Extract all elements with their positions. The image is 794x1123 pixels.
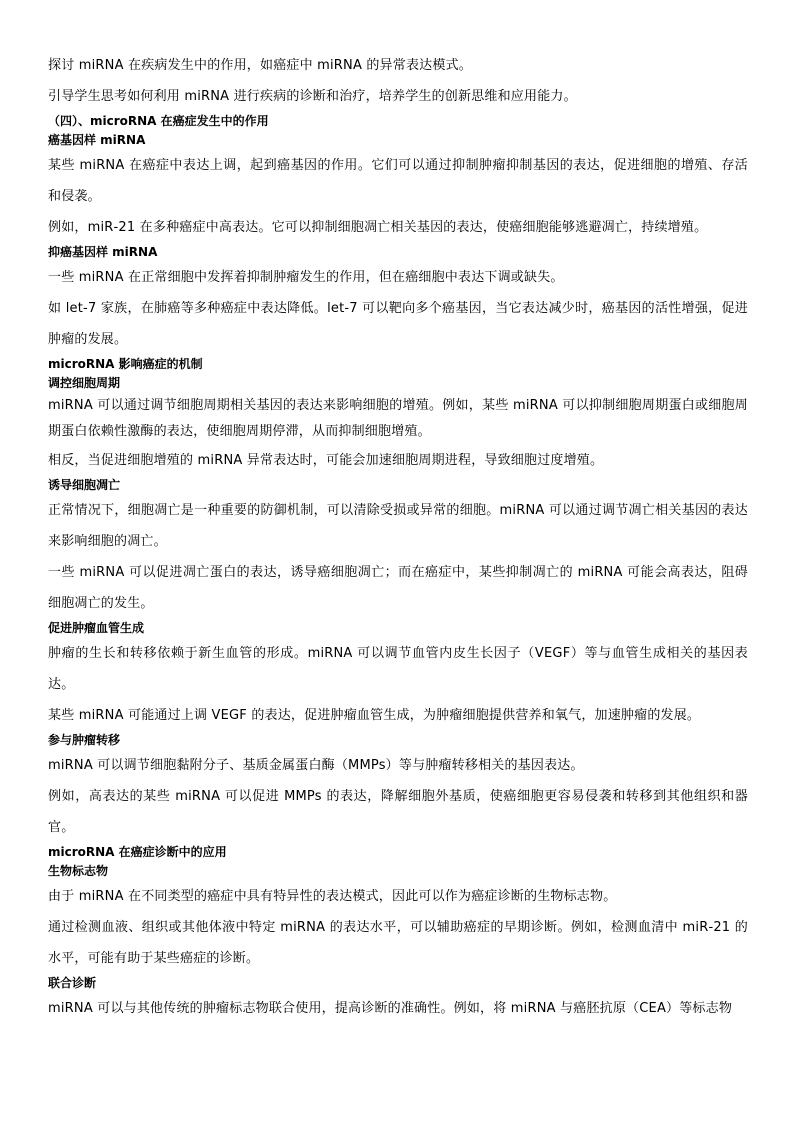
paragraph: 如 let‑7 家族，在肺癌等多种癌症中表达降低。let‑7 可以靶向多个癌基因，当它表达减少时，癌基因的活性增强，促进肿瘤的发展。 [48, 301, 748, 347]
section-heading: microRNA 在癌症诊断中的应用 [48, 845, 227, 859]
paragraph: 某些 miRNA 在癌症中表达上调，起到癌基因的作用。它们可以通过抑制肿瘤抑制基因的表达，促进细胞的增殖、存活和侵袭。 [48, 158, 748, 204]
sub-heading: 癌基因样 miRNA [48, 133, 146, 147]
paragraph: 一些 miRNA 可以促进凋亡蛋白的表达，诱导癌细胞凋亡；而在癌症中，某些抑制凋亡的 miRNA 可能会高表达，阻碍细胞凋亡的发生。 [48, 565, 748, 611]
sub-heading: 生物标志物 [48, 864, 109, 878]
sub-heading: 诱导细胞凋亡 [48, 478, 121, 492]
paragraph: 通过检测血液、组织或其他体液中特定 miRNA 的表达水平，可以辅助癌症的早期诊断。例如，检测血清中 miR‑21 的水平，可能有助于某些癌症的诊断。 [48, 920, 748, 966]
sub-heading: 联合诊断 [48, 976, 97, 990]
paragraph: 由于 miRNA 在不同类型的癌症中具有特异性的表达模式，因此可以作为癌症诊断的生物标志物。 [48, 889, 617, 904]
sub-heading: 参与肿瘤转移 [48, 733, 121, 747]
sub-heading: 调控细胞周期 [48, 376, 121, 390]
paragraph: 某些 miRNA 可能通过上调 VEGF 的表达，促进肿瘤血管生成，为肿瘤细胞提供营养和氧气，加速肿瘤的发展。 [48, 708, 701, 723]
sub-heading: 抑癌基因样 miRNA [48, 245, 158, 259]
paragraph: 例如，高表达的某些 miRNA 可以促进 MMPs 的表达，降解细胞外基质，使癌细胞更容易侵袭和转移到其他组织和器官。 [48, 789, 748, 835]
paragraph: 相反，当促进细胞增殖的 miRNA 异常表达时，可能会加速细胞周期进程，导致细胞过度增殖。 [48, 453, 604, 468]
paragraph: 例如，miR‑21 在多种癌症中高表达。它可以抑制细胞凋亡相关基因的表达，使癌细胞能够逃避凋亡，持续增殖。 [48, 220, 708, 235]
paragraph: miRNA 可以与其他传统的肿瘤标志物联合使用，提高诊断的准确性。例如，将 miRNA 与癌胚抗原（CEA）等标志物 [48, 1001, 733, 1016]
paragraph: 正常情况下，细胞凋亡是一种重要的防御机制，可以清除受损或异常的细胞。miRNA 可以通过调节凋亡相关基因的表达来影响细胞的凋亡。 [48, 503, 748, 549]
paragraph: miRNA 可以调节细胞黏附分子、基质金属蛋白酶（MMPs）等与肿瘤转移相关的基因表达。 [48, 758, 584, 773]
paragraph: 一些 miRNA 在正常细胞中发挥着抑制肿瘤发生的作用，但在癌细胞中表达下调或缺失。 [48, 270, 564, 285]
paragraph: 引导学生思考如何利用 miRNA 进行疾病的诊断和治疗，培养学生的创新思维和应用能力。 [48, 89, 577, 104]
document-page [48, 50, 748, 1024]
paragraph: 探讨 miRNA 在疾病发生中的作用，如癌症中 miRNA 的异常表达模式。 [48, 58, 472, 73]
section-heading: （四）、microRNA 在癌症发生中的作用 [48, 114, 269, 128]
paragraph: 肿瘤的生长和转移依赖于新生血管的形成。miRNA 可以调节血管内皮生长因子（VEGF）等与血管生成相关的基因表达。 [48, 646, 748, 692]
paragraph: miRNA 可以通过调节细胞周期相关基因的表达来影响细胞的增殖。例如，某些 miRNA 可以抑制细胞周期蛋白或细胞周期蛋白依赖性激酶的表达，使细胞周期停滞，从而抑制细胞增殖。 [48, 398, 748, 439]
section-heading: microRNA 影响癌症的机制 [48, 357, 203, 371]
sub-heading: 促进肿瘤血管生成 [48, 621, 145, 635]
